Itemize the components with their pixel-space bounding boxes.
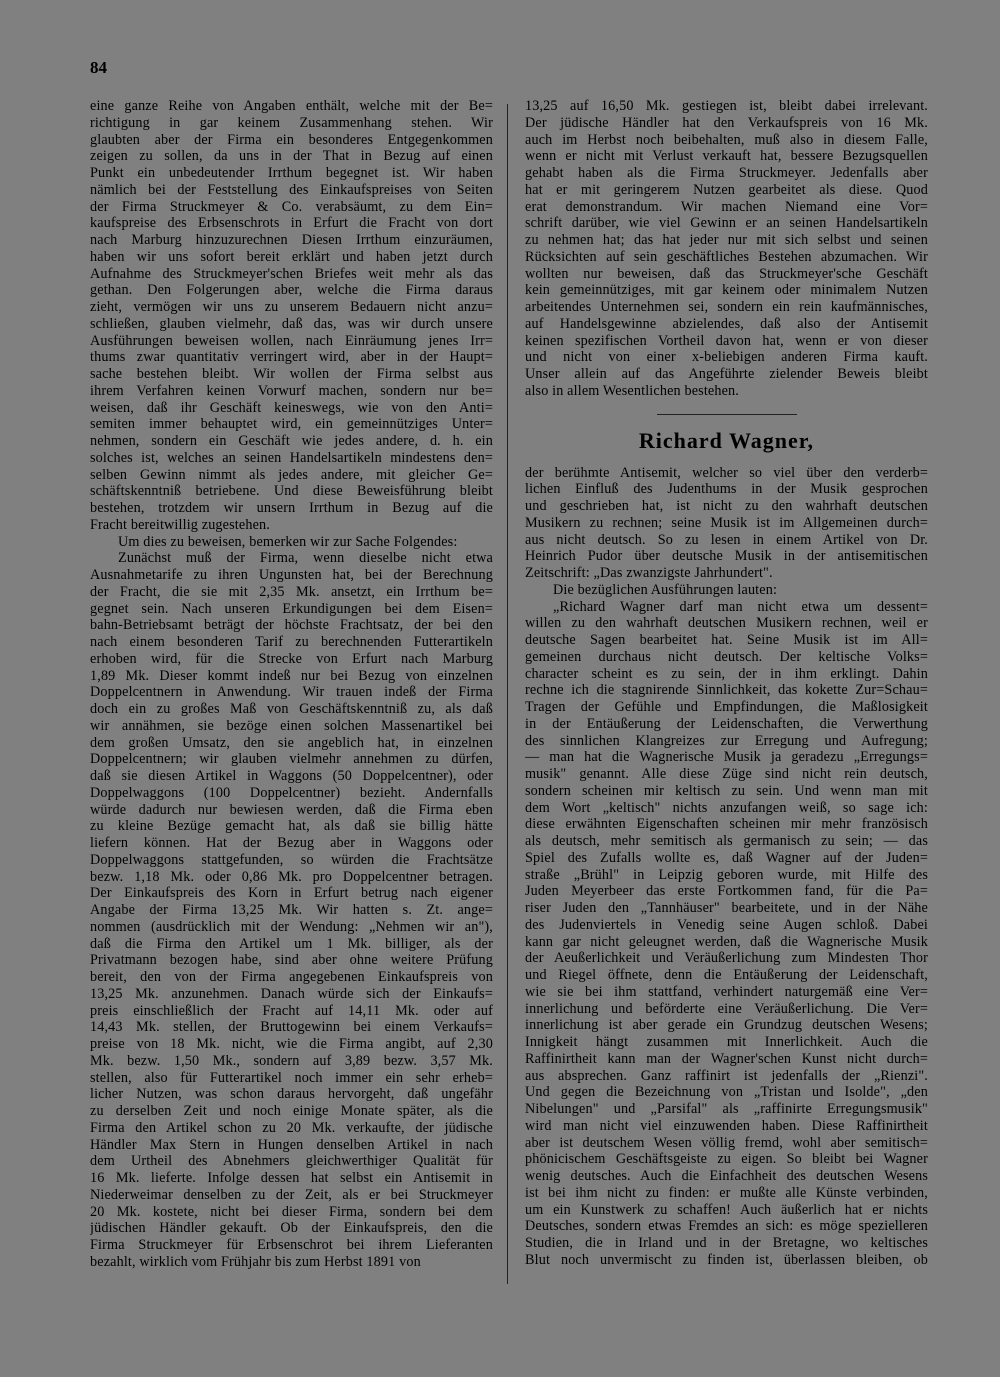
text-line: Doppelwaggons stattgefunden, so würden die Frachtsätze (90, 851, 493, 868)
text-line: Doppelcentnern in Anwendung. Wir trauen indeß der Firma (90, 684, 493, 701)
text-line: ist bei ihm nicht zu finden: er mußte alle Künste verbinden, (525, 1184, 928, 1201)
text-line: Heinrich Pudor über deutsche Musik in der antisemitischen (525, 548, 928, 565)
text-line: schrift darüber, wie viel Gewinn er an seinen Handelsartikeln (525, 215, 928, 232)
text-line: daß die Firma den Artikel um 1 Mk. billiger, als der (90, 935, 493, 952)
text-line: erat demonstrandum. Wir machen Niemand eine Vor= (525, 198, 928, 215)
text-line: musik" genannt. Alle diese Züge sind nicht rein deutsch, (525, 766, 928, 782)
text-line: zu derselben Zeit und noch einige Monate später, als die (90, 1103, 493, 1119)
text-line: der berühmte Antisemit, welcher so viel über den verderb= (525, 464, 928, 481)
text-line: Ausführungen beweisen wollen, nach Einräumung jenes Irr= (90, 332, 493, 349)
text-line: Angabe der Firma 13,25 Mk. Wir hatten s. Zt. ange= (90, 902, 493, 918)
text-line: stellen, also für Futterartikel noch immer ein sehr erheb= (90, 1069, 493, 1086)
column-divider (507, 104, 508, 1284)
text-line: solches ist, welches an seinen Handelsartikeln mindestens den= (90, 449, 493, 466)
text-line: nämlich bei der Feststellung des Einkaufspreises von Seiten (90, 181, 493, 198)
text-line: 13,25 auf 16,50 Mk. gestiegen ist, bleibt dabei irrelevant. (525, 98, 928, 114)
text-line: Firma den Artikel schon zu 20 Mk. verkaufte, der jüdische (90, 1119, 493, 1136)
text-line: und geschrieben hat, ist nicht zu den wahrhaft deutschen (525, 498, 928, 514)
text-line: der Fracht, die sie mit 2,35 Mk. ansetzt, ein Irrthum be= (90, 583, 493, 600)
text-line: wird man nicht viel einzuwenden haben. Diese Raffinirtheit (525, 1117, 928, 1134)
text-line: Privatmann bezogen habe, sind aber ohne weitere Prüfung (90, 952, 493, 969)
section-heading: Richard Wagner, (638, 427, 815, 453)
text-line: Der jüdische Händler hat den Verkaufspreis von 16 Mk. (525, 114, 928, 131)
text-line: nehmen, sondern ein Geschäft wie jedes andere, d. h. ein (90, 433, 493, 449)
text-line: hat er mit geringerem Nutzen gearbeitet als diese. Quod (525, 181, 928, 198)
text-line: bereit, den von der Firma angegebenen Einkaufspreis von (90, 969, 493, 985)
text-line: haben wir uns sofort bereit erklärt und haben jetzt durch (90, 248, 493, 265)
right-column-bottom (525, 465, 928, 1269)
text-line: um ein Kunstwerk zu schaffen! Auch äußerlich hat er nichts (525, 1201, 928, 1218)
text-line: zeigen zu sollen, da uns in der That in Bezug auf einen (90, 148, 493, 165)
text-line: auch im Herbst noch beibehalten, muß also in diesem Falle, (525, 131, 928, 148)
text-line: Doppelcentnern; wir glauben vielmehr annehmen zu dürfen, (90, 751, 493, 768)
text-line: eine ganze Reihe von Angaben enthält, welche mit der Be= (90, 98, 493, 114)
text-line: 14,43 Mk. stellen, der Bruttogewinn bei einem Verkaufs= (90, 1019, 493, 1036)
text-line: arbeitendes Unternehmen sei, sondern ein rein kaufmännisches, (525, 299, 928, 315)
text-line: schäftskenntniß betriebene. Und diese Beweisführung bleibt (90, 483, 493, 500)
text-line: dem großen Umsatz, den sie angeblich hat, in einzelnen (90, 734, 493, 751)
text-line: „Richard Wagner darf man nicht etwa um dessent= (553, 598, 928, 615)
text-line: Der Einkaufspreis des Korn in Erfurt betrug nach eigener (90, 885, 493, 902)
text-line: thums zwar quantitativ verringert wird, aber in der Haupt= (90, 349, 493, 366)
text-line: nach Marburg hinzuzurechnen Diesen Irrthum einzuräumen, (90, 232, 493, 248)
text-line: Fracht bereitwillig zugestehen. (90, 516, 270, 533)
text-line: Zunächst muß der Firma, wenn dieselbe nicht etwa (118, 550, 493, 567)
text-line: selben Gewinn nimmt als jedes andere, mit gleicher Ge= (90, 466, 493, 483)
text-line: der Aeußerlichkeit und Veräußerlichung zum Mindesten Thor (525, 950, 928, 967)
text-line: aber ist deutschem Wesen völlig fremd, wohl aber semitisch= (525, 1134, 928, 1151)
text-line: der Firma Struckmeyer & Co. verabsäumt, zu dem Ein= (90, 198, 493, 215)
section-rule (657, 414, 797, 415)
text-line: Blut noch unvermischt zu finden ist, überlassen bleiben, ob (525, 1251, 928, 1268)
text-line: Firma Struckmeyer für Erbsenschrot bei ihrem Lieferanten (90, 1237, 493, 1253)
text-line: wenn er nicht mit Verlust verkauft hat, bessere Bezugsquellen (525, 148, 928, 165)
text-line: aus absprechen. Ganz raffinirt ist jedenfalls der „Rienzi". (525, 1067, 928, 1084)
text-line: riser Juden den „Tannhäuser" bearbeitete, und in der Nähe (525, 900, 928, 916)
page-number: 84 (90, 58, 107, 77)
text-line: und nicht von einer x-beliebigen anderen Firma kauft. (525, 349, 928, 366)
text-line: zu nehmen hat; das hat jeder nur mit sich selbst und seinen (525, 232, 928, 248)
text-line: innerlichung ist aber gerade ein Grundzug deutschen Wesens; (525, 1017, 928, 1034)
text-line: Rücksichten auf sein geschäftliches Bestehen abzumachen. Wir (525, 248, 928, 265)
text-line: und Riegel öffnete, denn die Entäußerung der Leidenschaft, (525, 967, 928, 983)
text-line: Mk. bezw. 1,50 Mk., sondern auf 3,89 bezw. 3,57 Mk. (90, 1052, 493, 1069)
text-line: nach einem besonderen Tarif zu berechnenden Futterartikeln (90, 634, 493, 650)
text-line: ihrem Verfahren keinen Vorwurf machen, sondern nur be= (90, 382, 493, 399)
text-line: gegnet sein. Nach unseren Erkundigungen bei dem Eisen= (90, 600, 493, 617)
text-line: semiten immer behauptet wird, ein gemeinnütziges Unter= (90, 416, 493, 433)
text-line: straße „Brühl" in Leipzig geboren wurde, mit Hilfe des (525, 866, 928, 883)
text-line: Tragen der Gefühle und Empfindungen, die Maßlosigkeit (525, 699, 928, 715)
text-line: also in allem Wesentlichen bestehen. (525, 382, 739, 399)
text-line: phönicischem Geschäftsgeiste zu eigen. So bleibt bei Wagner (525, 1151, 928, 1168)
text-line: des sinnlichen Klangreizes zur Erregung und Aufregung; (525, 732, 928, 749)
text-line: lichen Einfluß des Judenthums in der Musik gesprochen (525, 481, 928, 498)
text-line: willen zu den wahrhaft deutschen Musikern rechnen, weil er (525, 615, 928, 632)
text-line: 13,25 Mk. anzunehmen. Danach würde sich der Einkaufs= (90, 985, 493, 1002)
right-column-top (525, 98, 928, 400)
text-line: daß sie diesen Artikel in Waggons (50 Doppelcentner), oder (90, 768, 493, 784)
right-column (525, 98, 928, 1269)
text-line: auf Handelsgewinne abzielendes, daß also der Antisemit (525, 315, 928, 332)
text-line: gemeinen durchaus nicht deutsch. Der keltische Volks= (525, 648, 928, 665)
text-line: Niederweimar denselben zu der Zeit, als er bei Struckmeyer (90, 1186, 493, 1203)
text-line: Nibelungen" und „Parsifal" als „raffinirte Erregungsmusik" (525, 1101, 928, 1117)
text-line: zu kleine Bezüge gemacht hat, als daß sie billig hätte (90, 818, 493, 835)
text-line: keinen spezifischen Vortheil davon hat, wenn er von dieser (525, 332, 928, 349)
text-line: als deutsch, mehr semitisch als germanisch zu sein; — das (525, 833, 928, 849)
text-line: kein gemeinnütziges, mit gar keinem oder minimalem Nutzen (525, 282, 928, 299)
text-line: Um dies zu beweisen, bemerken wir zur Sache Folgendes: (118, 533, 458, 550)
text-line: richtigung in gar keinem Zusammenhang stehen. Wir (90, 114, 493, 131)
text-line: 16 Mk. lieferte. Infolge dessen hat selbst ein Antisemit in (90, 1170, 493, 1186)
text-line: — man hat die Wagnerische Musik ja geradezu „Erregungs= (525, 749, 928, 766)
text-line: Musikern zu rechnen; seine Musik ist im Allgemeinen durch= (525, 514, 928, 531)
text-line: weisen, daß ihr Geschäft keineswegs, wie von den Anti= (90, 399, 493, 416)
text-line: bezw. 1,18 Mk. oder 0,86 Mk. pro Doppelcentner betragen. (90, 868, 493, 885)
text-line: in der Entäußerung der Leidenschaften, die Verwerthung (525, 715, 928, 732)
text-line: schließen, glauben vielmehr, daß das, was wir durch unsere (90, 315, 493, 332)
text-line: deutsche Sagen bearbeitet hat. Seine Musik ist im All= (525, 632, 928, 648)
text-line: erhoben wird, für die Strecke von Erfurt nach Marburg (90, 650, 493, 667)
text-line: Unser allein auf das Angeführte zielender Beweis bleibt (525, 366, 928, 382)
text-line: gehabt haben als die Firma Struckmeyer. Jedenfalls aber (525, 165, 928, 181)
text-line: sondern scheinen mir keltisch zu sein. Und wenn man mit (525, 782, 928, 799)
text-line: Studien, die in Irland und in der Bretagne, wo keltisches (525, 1235, 928, 1251)
text-line: Doppelwaggons (100 Doppelcentner) bezieht. Andernfalls (90, 784, 493, 801)
text-line: Innigkeit hängt zusammen mit Innerlichkeit. Auch die (525, 1034, 928, 1050)
text-line: doch ein zu großes Maß von Geschäftskenntniß zu, als daß (90, 701, 493, 717)
text-line: wollten nur beweisen, daß das Struckmeyer'sche Geschäft (525, 265, 928, 282)
text-line: bezahlt, wirklich vom Frühjahr bis zum Herbst 1891 von (90, 1253, 421, 1270)
text-line: kann gar nicht geleugnet werden, daß die Wagnerische Musik (525, 933, 928, 950)
text-line: Raffinirtheit kann man der Wagner'schen Kunst nicht durch= (525, 1050, 928, 1067)
text-line: wir annähmen, sie bezöge einen solchen Massenartikel bei (90, 717, 493, 734)
text-line: würde dadurch nur bewiesen werden, daß die Firma eben (90, 801, 493, 818)
text-line: glaubten aber der Firma ein besonderes Entgegenkommen (90, 131, 493, 148)
text-line: Juden Meyerbeer das erste Fortkommen fand, für die Pa= (525, 883, 928, 900)
left-column (90, 98, 493, 1271)
text-line: bestehen, trotzdem wir unsern Irrthum in Bezug auf die (90, 500, 493, 516)
text-line: Punkt ein unbedeutender Irrthum begegnet ist. Wir haben (90, 165, 493, 181)
text-line: diese erwähnten Eigenschaften scheinen mir mehr französisch (525, 816, 928, 833)
text-line: jüdischen Händler gekauft. Ob der Einkaufspreis, den die (90, 1220, 493, 1237)
text-line: kaufspreise des Erbsenschrots in Erfurt die Fracht von dort (90, 215, 493, 232)
text-line: sache bestehen bleibt. Wir wollen der Firma selbst aus (90, 366, 493, 382)
text-line: dem Urtheil des Abnehmers gleichwerthiger Qualität für (90, 1153, 493, 1170)
text-line: Ausnahmetarife zu ihren Ungunsten hat, bei der Berechnung (90, 567, 493, 583)
text-line: bahn-Betriebsamt beträgt der höchste Frachtsatz, der bei den (90, 617, 493, 634)
text-line: Zeitschrift: „Das zwanzigste Jahrhundert". (525, 565, 773, 581)
text-line: des Judenviertels in Venedig seine Augen schloß. Dabei (525, 916, 928, 933)
text-line: Aufnahme des Struckmeyer'schen Briefes weit mehr als das (90, 265, 493, 282)
text-line: 20 Mk. kostete, nicht bei dieser Firma, sondern bei dem (90, 1203, 493, 1220)
text-line: Die bezüglichen Ausführungen lauten: (553, 581, 778, 598)
text-line: aus nicht deutsch. So zu lesen in einem Artikel von Dr. (525, 531, 928, 548)
text-line: licher Nutzen, was schon daraus hervorgeht, daß ungefähr (90, 1086, 493, 1103)
text-line: liefern können. Hat der Bezug aber in Waggons oder (90, 835, 493, 851)
text-line: innerlichung und beförderte eine Veräußerlichung. Die Ver= (525, 1000, 928, 1017)
text-line: nommen (ausdrücklich mit der Wendung: „Nehmen wir an"), (90, 918, 493, 935)
text-line: dem Wort „keltisch" nichts anzufangen weiß, so sage ich: (525, 799, 928, 816)
text-line: zieht, vermögen wir uns zu unserem Bedauern nicht anzu= (90, 299, 493, 315)
text-line: 1,89 Mk. Dieser kommt indeß nur bei Bezug von einzelnen (90, 667, 493, 684)
text-line: wie sie bei ihm stattfand, verhindert naturgemäß eine Ver= (525, 983, 928, 1000)
text-line: Spiel des Zufalls wollte es, daß Wagner auf der Juden= (525, 849, 928, 866)
text-line: gethan. Den Folgerungen aber, welche die Firma daraus (90, 282, 493, 299)
text-line: Deutsches, sondern etwas Fremdes an sich: es möge spezielleren (525, 1218, 928, 1235)
text-line: Händler Max Stern in Hungen denselben Artikel in nach (90, 1136, 493, 1153)
text-line: rechne ich die stagnirende Sinnlichkeit, das kokette Zur=Schau= (525, 682, 928, 699)
text-line: wenig deutsches. Auch die Einfachheit des deutschen Wesens (525, 1168, 928, 1184)
text-line: Und gegen die Bezeichnung von „Tristan und Isolde", „den (525, 1084, 928, 1101)
text-line: preise von 18 Mk. nicht, wie die Firma angibt, auf 2,30 (90, 1036, 493, 1052)
text-line: preis einschließlich der Fracht auf 14,11 Mk. oder auf (90, 1002, 493, 1019)
text-line: character scheint es zu sein, der in ihm erklingt. Dahin (525, 665, 928, 682)
